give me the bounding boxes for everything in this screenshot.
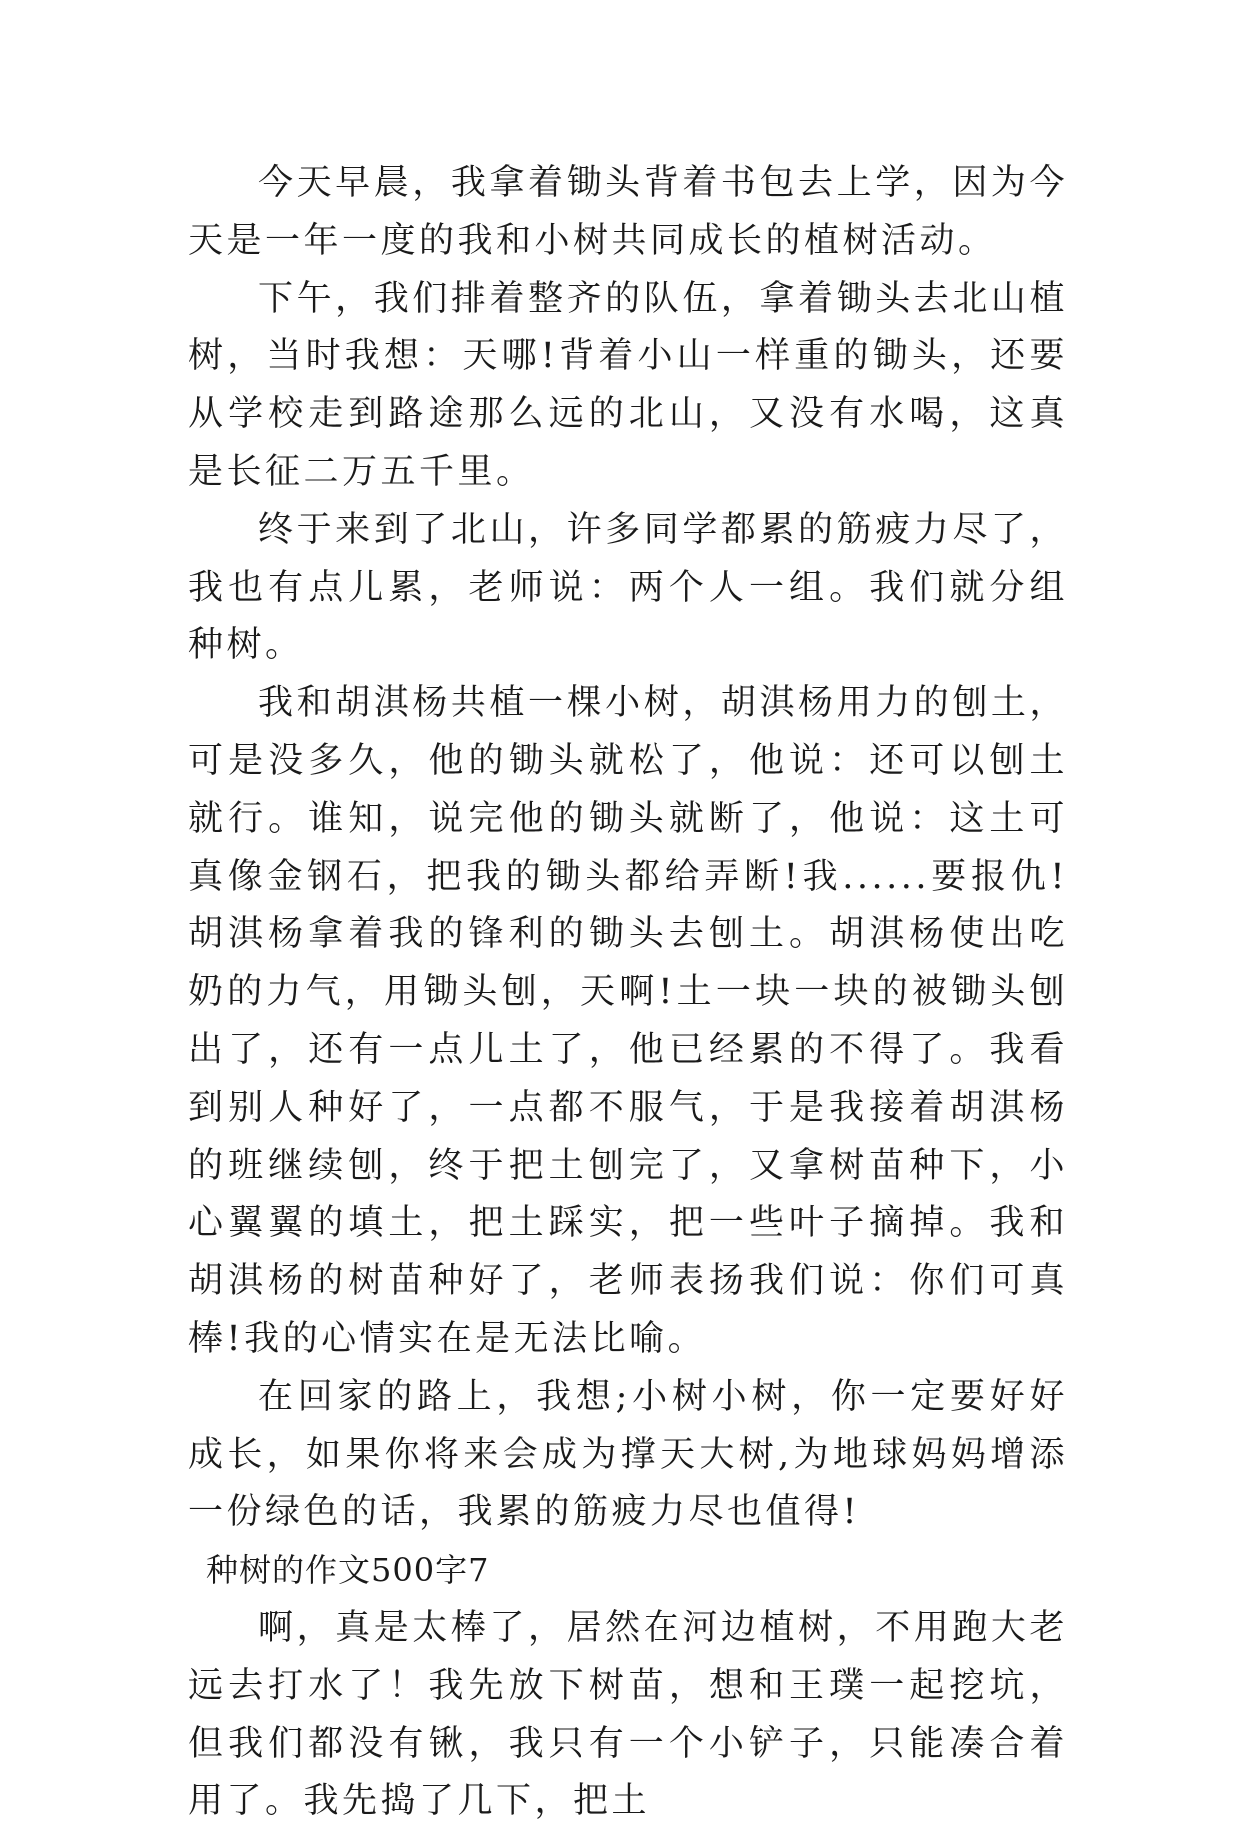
paragraph: 我和胡淇杨共植一棵小树，胡淇杨用力的刨土，可是没多久，他的锄头就松了，他说：还可以刨土就行。谁知，说完他的锄头就断了，他说：这土可真像金钢石，把我的锄头都给弄断!我......要报仇!胡淇杨拿着我的锋利的锄头去刨土。胡淇杨使出吃奶的力气，用锄头刨，天啊!土一块一块的被锄头刨出了，还有一点儿土了，他已经累的不得了。我看到别人种好了，一点都不服气，于是我接着胡淇杨的班继续刨，终于把土刨完了，又拿树苗种下，小心翼翼的填土，把土踩实，把一些叶子摘掉。我和胡淇杨的树苗种好了，老师表扬我们说：你们可真棒!我的心情实在是无法比喻。 xyxy=(188,683,1068,1359)
essay-heading: 种树的作文500字7 xyxy=(206,1551,490,1590)
paragraph: 下午，我们排着整齐的队伍，拿着锄头去北山植树，当时我想：天哪!背着小山一样重的锄头，还要从学校走到路途那么远的北山，又没有水喝，这真是长征二万五千里。 xyxy=(188,278,1068,492)
paragraph: 终于来到了北山，许多同学都累的筋疲力尽了，我也有点儿累，老师说：两个人一组。我们就分组种树。 xyxy=(188,509,1068,666)
paragraph: 在回家的路上，我想;小树小树，你一定要好好成长，如果你将来会成为撑天大树,为地球妈妈增添一份绿色的话，我累的筋疲力尽也值得! xyxy=(188,1376,1068,1533)
essay-body xyxy=(188,155,1068,1831)
paragraph: 啊，真是太棒了，居然在河边植树，不用跑大老远去打水了！我先放下树苗，想和王璞一起挖坑，但我们都没有锹，我只有一个小铲子，只能凑合着用了。我先捣了几下，把土 xyxy=(188,1607,1068,1822)
paragraph: 今天早晨，我拿着锄头背着书包去上学，因为今天是一年一度的我和小树共同成长的植树活动。 xyxy=(188,163,1068,261)
